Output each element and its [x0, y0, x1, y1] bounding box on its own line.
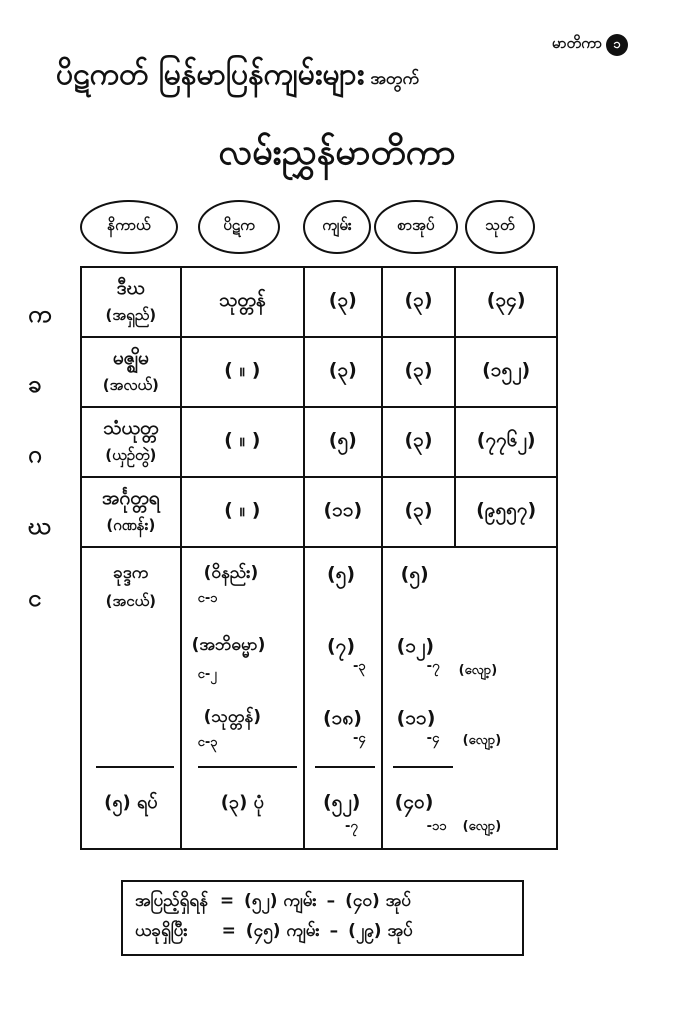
- summary-label: အပြည့်ရှိရန်: [135, 891, 208, 911]
- page-number-badge: ၁: [606, 34, 628, 56]
- summary-box: [121, 880, 524, 956]
- summary-line: [135, 920, 413, 945]
- page-reference: [552, 34, 628, 56]
- part-kyan: (၅): [327, 563, 356, 585]
- summary-sa-ok: (၂၉) အုပ်: [348, 921, 413, 941]
- nikaya-subtitle: (အရှည်): [105, 306, 157, 324]
- part-pitaka: (ဝိနည်း): [203, 563, 259, 583]
- sa-ok-cell: [382, 547, 557, 849]
- nikaya-name: မဇ္ဈိမ: [112, 347, 149, 369]
- thok-cell: (၇၇၆၂): [455, 407, 557, 477]
- nikaya-name: ဒီဃ: [116, 277, 146, 299]
- part-kyan: (၇): [327, 635, 356, 657]
- total-divider: [198, 766, 297, 768]
- nikaya-cell: [81, 407, 181, 477]
- kyan-cell: (၁၁): [304, 477, 382, 547]
- kyan-cell: (၅): [304, 407, 382, 477]
- column-header-sa-ok: စာအုပ်: [374, 200, 458, 254]
- thok-cell: (၃၄): [455, 267, 557, 337]
- pitaka-cell: သုတ္တန်: [181, 267, 304, 337]
- nikaya-subtitle: (ယှဉ်တွဲ): [105, 446, 157, 464]
- nikaya-cell: [81, 337, 181, 407]
- sa-ok-cell: (၃): [382, 477, 456, 547]
- total-divider: [393, 766, 453, 768]
- part-reduction-note: (လျော့): [458, 663, 498, 678]
- total-divider: [96, 766, 174, 768]
- nikaya-cell: [81, 267, 181, 337]
- kyan-cell: [304, 547, 382, 849]
- pitaka-cell: ( ။ ): [181, 407, 304, 477]
- summary-equals: =: [219, 891, 235, 911]
- table-row: [81, 267, 557, 337]
- column-header-thok: သုတ်: [465, 200, 535, 254]
- nikaya-subtitle: (ဂဏန်း): [106, 516, 156, 534]
- total-pitaka: (၃) ပုံ: [220, 792, 264, 813]
- row-letter: ခ: [28, 370, 42, 398]
- page-subtitle: လမ်းညွှန်မာတိကာ: [218, 132, 456, 173]
- pitaka-cell: ( ။ ): [181, 477, 304, 547]
- sa-ok-cell: (၃): [382, 407, 456, 477]
- summary-line: [135, 890, 411, 915]
- total-kyan: (၅၂): [323, 791, 361, 813]
- summary-label: ယခုရှိပြီး: [135, 921, 188, 941]
- total-divider: [315, 766, 375, 768]
- column-header-nikaya: နိကာယ်: [80, 200, 178, 254]
- row-letter: ဃ: [28, 512, 52, 540]
- summary-sa-ok: (၄၀) အုပ်: [345, 891, 411, 911]
- pitaka-cell: [181, 547, 304, 849]
- part-code: င-၁: [197, 591, 218, 606]
- nikaya-name: သံယုတ္တ: [103, 417, 159, 439]
- kyan-cell: (၃): [304, 337, 382, 407]
- part-code: င-၂: [197, 667, 217, 682]
- pitaka-cell: ( ။ ): [181, 337, 304, 407]
- part-sa-ok: (၁၁): [396, 707, 436, 729]
- nikaya-subtitle: (အလယ်): [102, 376, 159, 394]
- total-sa-ok-deduction: -၁၁: [426, 819, 447, 834]
- sa-ok-cell: (၃): [382, 267, 456, 337]
- sa-ok-cell: (၃): [382, 337, 456, 407]
- nikaya-name: ခုဒ္ဒက: [113, 563, 149, 583]
- index-table: [80, 266, 558, 850]
- summary-kyan: (၅၂) ကျမ်း: [244, 891, 317, 911]
- column-header-kyan: ကျမ်း: [303, 200, 371, 254]
- part-reduction-note: (လျော့): [462, 733, 502, 748]
- thok-cell: (၉၅၅၇): [455, 477, 557, 547]
- total-kyan-deduction: -၇: [345, 819, 358, 834]
- part-sa-ok-deduction: -၄: [426, 731, 440, 746]
- part-kyan: (၁၈): [323, 707, 362, 729]
- nikaya-cell: [81, 477, 181, 547]
- kyan-cell: (၃): [304, 267, 382, 337]
- summary-kyan: (၄၅) ကျမ်း: [245, 921, 320, 941]
- table-row: [81, 337, 557, 407]
- title-main: ပိဋကတ် မြန်မာပြန်ကျမ်းများ: [56, 57, 365, 92]
- part-sa-ok: (၁၂): [396, 635, 435, 657]
- table-row-khuddaka: [81, 547, 557, 849]
- nikaya-cell: [81, 547, 181, 849]
- row-letter: ဂ: [28, 440, 42, 468]
- part-sa-ok-deduction: -၇: [426, 659, 440, 674]
- total-sa-ok: (၄၀): [394, 791, 434, 813]
- title-suffix: အတွက်: [370, 69, 420, 89]
- part-kyan-deduction: -၃: [353, 659, 366, 674]
- part-kyan-deduction: -၄: [353, 731, 366, 746]
- page-label: မာတိကာ: [551, 34, 602, 52]
- column-header-pitaka: ပိဋက: [198, 200, 280, 254]
- page-title: [56, 54, 419, 99]
- summary-dash: –: [329, 921, 339, 941]
- total-reduction-note: (လျော့): [462, 819, 502, 834]
- part-pitaka: (သုတ္တန်): [203, 707, 261, 727]
- table-row: [81, 407, 557, 477]
- summary-dash: –: [326, 891, 336, 911]
- row-letter: င: [28, 584, 42, 612]
- part-pitaka: (အဘိဓမ္မာ): [191, 635, 266, 655]
- part-sa-ok: (၅): [400, 563, 429, 585]
- total-nikaya: (၅) ရပ်: [104, 792, 158, 813]
- row-letter: က: [28, 300, 52, 328]
- thok-cell: (၁၅၂): [455, 337, 557, 407]
- nikaya-subtitle: (အငယ်): [105, 592, 156, 610]
- nikaya-name: အင်္ဂုတ္တရ: [101, 487, 160, 509]
- summary-equals: =: [221, 921, 236, 941]
- table-row: [81, 477, 557, 547]
- part-code: င-၃: [197, 735, 218, 750]
